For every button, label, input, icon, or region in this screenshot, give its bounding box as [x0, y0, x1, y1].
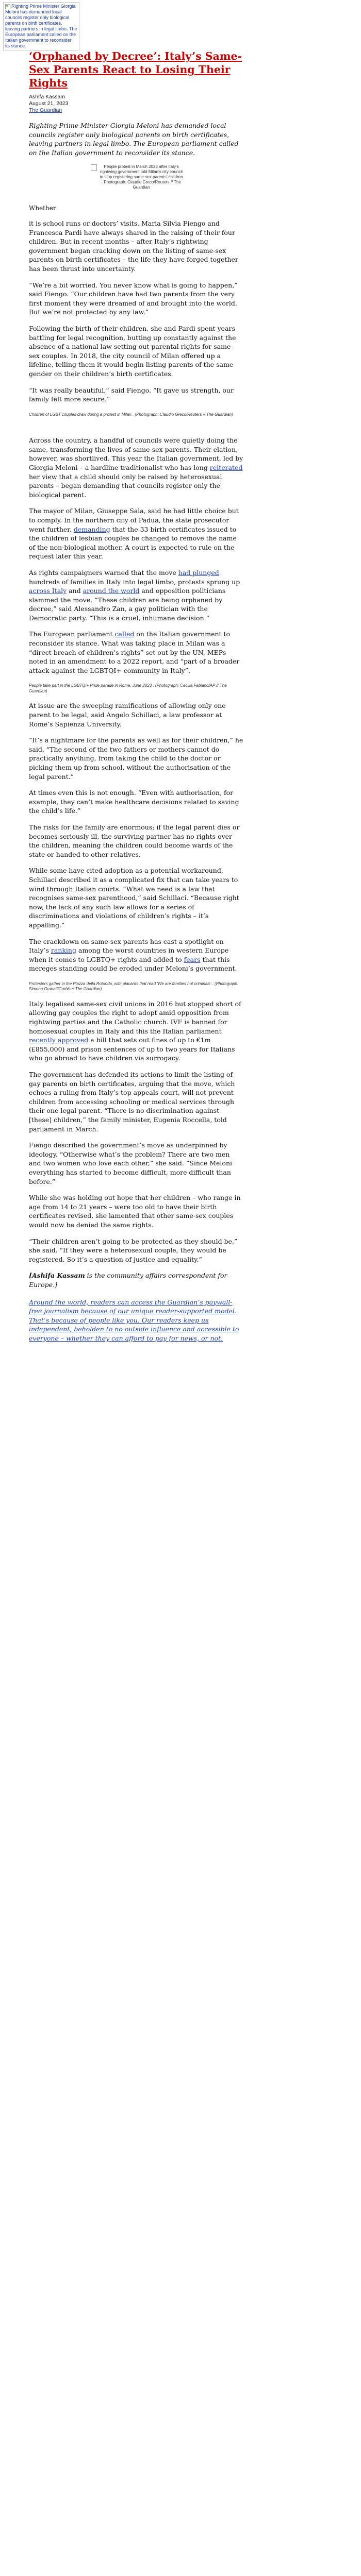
- body-paragraph: Following the birth of their children, she and Pardi spent years battling for legal recognition, butting up constantly against the absence of a national law setting out parental rights for same-sex couples. In 2018, the city council of Milan offered up a lifeline, telling them it would begin listing parents of the same gender on their children’s birth certificates.: [29, 324, 236, 378]
- hero-image-placeholder: [3, 2, 79, 50]
- had-plunged-link[interactable]: had plunged: [178, 568, 219, 577]
- ranking-link[interactable]: ranking: [51, 946, 76, 955]
- body-paragraph: “It was really beautiful,” said Fiengo. “It gave us strength, our family felt more secure.”: [29, 386, 234, 403]
- publish-date: August 21, 2023: [29, 100, 69, 107]
- author-note: [Ashifa Kassam is the community affairs correspondent for Europe.]: [29, 1272, 227, 1289]
- byline: [29, 94, 243, 114]
- body-paragraph: While she was holding out hope that her children – who range in age from 14 to 21 years – were too old to have their birth certificates revised, she lamented that other same-sex couples would now be denied the same rights.: [29, 1194, 241, 1229]
- figure-image-icon: [91, 164, 97, 171]
- image-caption: Protesters gather in the Piazza della Rotonda, with placards that read ‘We are families not criminals’ . (Photograph: Simona Granati/Corbis // The Guardian): [29, 981, 239, 992]
- called-link[interactable]: called: [114, 630, 135, 638]
- body-paragraph: Italy legalised same-sex civil unions in 2016 but stopped short of allowing gay couples the right to adopt amid opposition from rightwing parties and the Catholic church. IVF is banned for homosexual couples in Italy and this the Italian parliament recently approved a bill that sets out fines of up to €1m (£855,000) and prison sentences of up to two years for Italians who go abroad to have children via surrogacy.: [29, 999, 241, 1062]
- body-paragraph: Across the country, a handful of councils were quietly doing the same, transforming the lives of same-sex parents. Their elation, however, was shortlived. This year the Italian government, led by Giorgia Meloni – a hardline traditionalist who has long reiterated her view that a child should only be raised by heterosexual parents – began demanding that councils register only the biological parent.: [29, 436, 243, 499]
- article: [29, 49, 243, 1343]
- author-name: Ashifa Kassam: [29, 94, 65, 100]
- body-paragraph: The government has defended its actions to limit the listing of gay parents on birth certificates, arguing that the move, which echoes a ruling from Italy’s top appeals court, will not prevent children from accessing schooling or medical services through their one legal parent. “There is no discrimination against [these] children,” the family minister, Eugenia Roccella, told parliament in March.: [29, 1071, 235, 1133]
- body-paragraph: Fiengo described the government’s move as underpinned by ideology. “Otherwise what’s the problem? There are two men and two women who love each other,” she said. “Since Meloni everything has started to become difficult, more difficult than before.”: [29, 1141, 233, 1185]
- body-paragraph: “It’s a nightmare for the parents as well as for their children,” he said. “The second of the two fathers or mothers cannot do practically anything, from taking the child to the doctor or picking them up from school, without the authorisation of the legal parent.”: [29, 736, 243, 781]
- body-paragraph: “We’re a bit worried. You never know what is going to happen,” said Fiengo. “Our children have had two parents from the very first moment they were dreamed of and brought into the world. But we’re not protected by any law.”: [29, 281, 238, 316]
- body-paragraph: While some have cited adoption as a potential workaround, Schillaci described it as a complicated fix that can take years to wind through Italian courts. “What we need is a law that recognises same-sex parenthood,” said Schillaci. “Because right now, the lack of any such law allows for a series of discriminations and violations of children’s rights – it’s appalling.”: [29, 867, 239, 929]
- body-paragraph: The crackdown on same-sex parents has cast a spotlight on Italy’s ranking among the worst countries in western Europe when it comes to LGBTQ+ rights and added to fears that this mereges standing could be eroded under Meloni’s government.: [29, 937, 237, 973]
- support-message-link[interactable]: Around the world, readers can access the Guardian’s paywall-free journalism because of our unique reader-supported model. That’s because of people like you. Our readers keep us independent, beholden to no outside influence and accessible to everyone – whether they can afford to pay for news, or not.: [29, 1298, 239, 1342]
- body-paragraph: As rights campaigners warned that the move had plunged hundreds of families in Italy into legal limbo, protests sprung up across Italy and around the world and opposition politicians slammed the move. “These children are being orphaned by decree,” said Alessandro Zan, a gay politician with the Democratic party. “This is a cruel, inhumane decision.”: [29, 568, 240, 622]
- body-paragraph: “Their children aren’t going to be protected as they should be,” she said. “If they were a heterosexual couple, they would be registered. So it’s a question of justice and equality.”: [29, 1237, 238, 1263]
- body-paragraph: At issue are the sweeping ramifications of allowing only one parent to be legal, said Angelo Schillaci, a law professor at Rome’s Sapienza University.: [29, 702, 226, 728]
- body-paragraph: it is school runs or doctors’ visits, Maria Silvia Fiengo and Francesca Pardi have always shared in the raising of their four children. But in recent months – after Italy’s rightwing government began cracking down on the listing of same-sex parents on birth certificates – the life they have forged together has been thrust into uncertainty.: [29, 219, 238, 273]
- image-caption: Children of LGBT couples draw during a protest in Milan . (Photograph: Claudio Greco/Reuters // The Guardian): [29, 412, 233, 417]
- hero-alt-text: Righting Prime Minister Giorgia Meloni has demanded local councils register only biological parents on birth certificates, leaving partners in legal limbo. The European parliament called on the Italian government to reconsider its stance.: [5, 4, 77, 48]
- recently-approved-link[interactable]: recently approved: [29, 1036, 89, 1044]
- body-paragraph: The risks for the family are enormous; if the legal parent dies or becomes seriously ill, the surviving partner has no rights over the children, meaning the children could become wards of the state or handed to other relatives.: [29, 823, 240, 858]
- body-paragraph: The European parliament called on the Italian government to reconsider its stance. What was taking place in Milan was a “direct breach of children’s rights” set out by the UN, MEPs noted in an amendment to a 2022 report, and “part of a broader attack against the LGBTQI+ community in Italy”.: [29, 630, 240, 674]
- fears-link[interactable]: fears: [184, 955, 201, 963]
- body-paragraph: At times even this is not enough. “Even with authorisation, for example, they can’t make healthcare decisions related to saving the child’s life.”: [29, 789, 239, 815]
- across-italy-link[interactable]: across Italy: [29, 587, 67, 595]
- lead-figure: [29, 164, 243, 190]
- dropcap-word: Whether: [29, 205, 56, 212]
- image-caption: People take part in the LGBTQI+ Pride parade in Rome, June 2023 . (Photograph: Cecilia Fabiano/AP // The Guardian): [29, 683, 227, 693]
- around-the-world-link[interactable]: around the world: [83, 587, 140, 595]
- demanding-link[interactable]: demanding: [73, 525, 110, 533]
- body-paragraph: The mayor of Milan, Giuseppe Sala, said he had little choice but to comply. In the northern city of Padua, the state prosecutor went further, demanding that the 33 birth certificates issued to the children of lesbian couples be changed to remove the name of the non-biological mother. A court is expected to rule on the request later this year.: [29, 507, 239, 561]
- standfirst: Righting Prime Minister Giorgia Meloni has demanded local councils register only biological parents on birth certificates, leaving partners in legal limbo. The European parliament called on the Italian government to reconsider its stance.: [29, 122, 239, 157]
- reiterated-link[interactable]: reiterated: [209, 463, 243, 471]
- broken-image-icon: [5, 4, 10, 9]
- figure-caption: People protest in March 2023 after Italy’s rightwing government told Milan’s city council to stop registering same-sex parents’ children . Photograph: Claudio Greco/Reuters // The Guardian: [100, 164, 183, 190]
- article-headline[interactable]: ‘Orphaned by Decree’: Italy’s Same-Sex Parents React to Losing Their Rights: [29, 50, 242, 89]
- source-link[interactable]: The Guardian: [29, 107, 62, 113]
